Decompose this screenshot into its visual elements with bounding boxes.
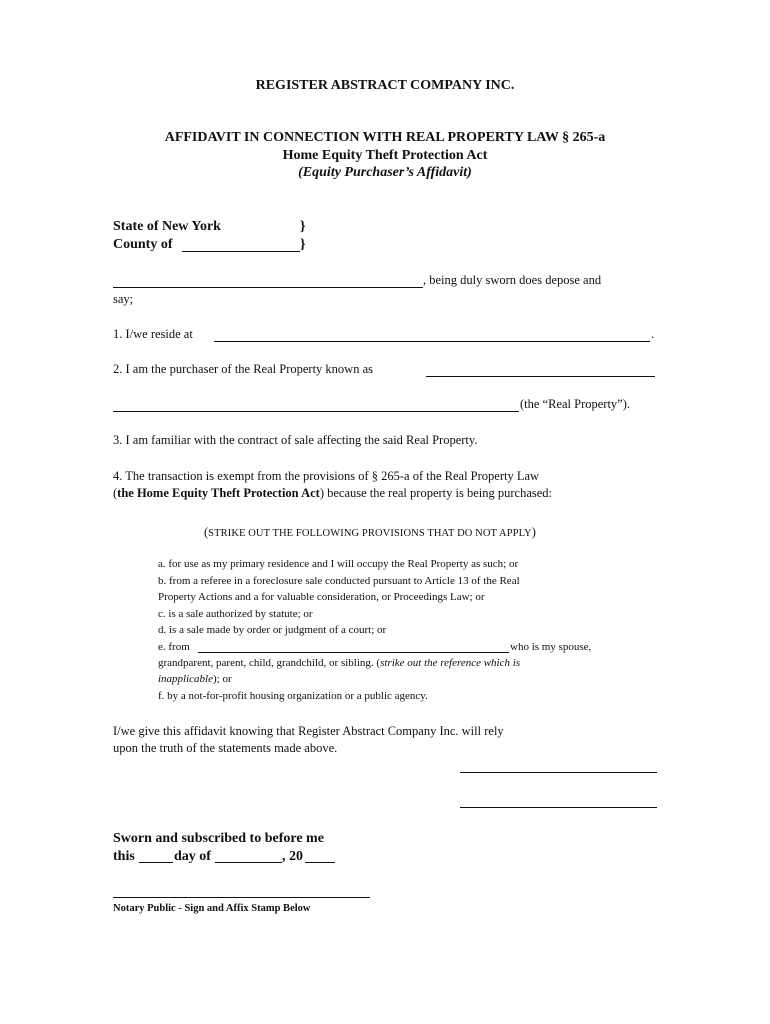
item-4-act-name: the Home Equity Theft Protection Act (117, 486, 320, 500)
closing-line-1: I/we give this affidavit knowing that Register Abstract Company Inc. will rely (113, 724, 504, 738)
sworn-text: Sworn and subscribed to before me (113, 831, 324, 846)
this-label: this (113, 849, 135, 864)
notary-label: Notary Public - Sign and Affix Stamp Below (113, 903, 311, 914)
year-blank[interactable] (305, 862, 335, 863)
item-3: 3. I am familiar with the contract of sale affecting the said Real Property. (113, 433, 478, 447)
item-2-label: 2. I am the purchaser of the Real Property known as (113, 362, 373, 376)
document-subtitle-italic: (Equity Purchaser’s Affidavit) (298, 165, 472, 180)
property-blank-1[interactable] (426, 376, 655, 377)
closing-line-2: upon the truth of the statements made above. (113, 741, 338, 755)
provision-d: d. is a sale made by order or judgment of a court; or (158, 624, 387, 636)
signature-line-1[interactable] (460, 772, 657, 773)
item-4-line-1: 4. The transaction is exempt from the provisions of § 265-a of the Real Property Law (113, 469, 540, 483)
provision-e-after: who is my spouse, (510, 641, 592, 653)
county-label: County of (113, 237, 173, 252)
document-title: AFFIDAVIT IN CONNECTION WITH REAL PROPERTY LAW § 265-a (164, 130, 606, 145)
intro-text: , being duly sworn does depose and (423, 273, 602, 287)
property-blank-2[interactable] (113, 411, 519, 412)
document-subtitle: Home Equity Theft Protection Act (282, 148, 488, 163)
affiant-name-blank[interactable] (113, 287, 423, 288)
year-prefix: , 20 (282, 849, 303, 864)
day-blank[interactable] (139, 862, 173, 863)
item-1-label: 1. I/we reside at (113, 327, 193, 341)
provision-b-line-2: Property Actions and a for valuable consideration, or Proceedings Law; or (158, 591, 485, 603)
month-blank[interactable] (215, 862, 282, 863)
notary-signature-line[interactable] (113, 897, 370, 898)
signature-line-2[interactable] (460, 807, 657, 808)
provision-e-line-3: inapplicable); or (158, 673, 232, 685)
item-2-continuation: (the “Real Property”). (520, 397, 631, 411)
provision-c: c. is a sale authorized by statute; or (158, 608, 313, 620)
residence-blank[interactable] (214, 341, 650, 342)
company-name: REGISTER ABSTRACT COMPANY INC. (255, 78, 515, 93)
item-4-rest: ) because the real property is being purchased: (319, 486, 553, 500)
provision-f: f. by a not-for-profit housing organization or a public agency. (158, 690, 428, 702)
county-brace: } (300, 237, 306, 252)
item-4-paren-open: ( (113, 486, 118, 500)
state-brace: } (300, 219, 306, 234)
day-of-label: day of (174, 849, 211, 864)
strike-instruction: (STRIKE OUT THE FOLLOWING PROVISIONS THAT DO NOT APPLY) (204, 525, 536, 539)
county-blank[interactable] (182, 251, 300, 252)
item-1-period: . (651, 327, 655, 341)
intro-say: say; (113, 292, 134, 306)
provision-e-line-2: grandparent, parent, child, grandchild, or sibling. (strike out the reference which is (158, 657, 521, 669)
relative-name-blank[interactable] (198, 652, 509, 653)
provision-b-line-1: b. from a referee in a foreclosure sale conducted pursuant to Article 13 of the Real (158, 575, 520, 587)
provision-a: a. for use as my primary residence and I will occupy the Real Property as such; or (158, 558, 519, 570)
state-label: State of New York (113, 219, 221, 234)
item-4-line-2 (113, 486, 552, 501)
provision-e-start: e. from (158, 641, 190, 653)
